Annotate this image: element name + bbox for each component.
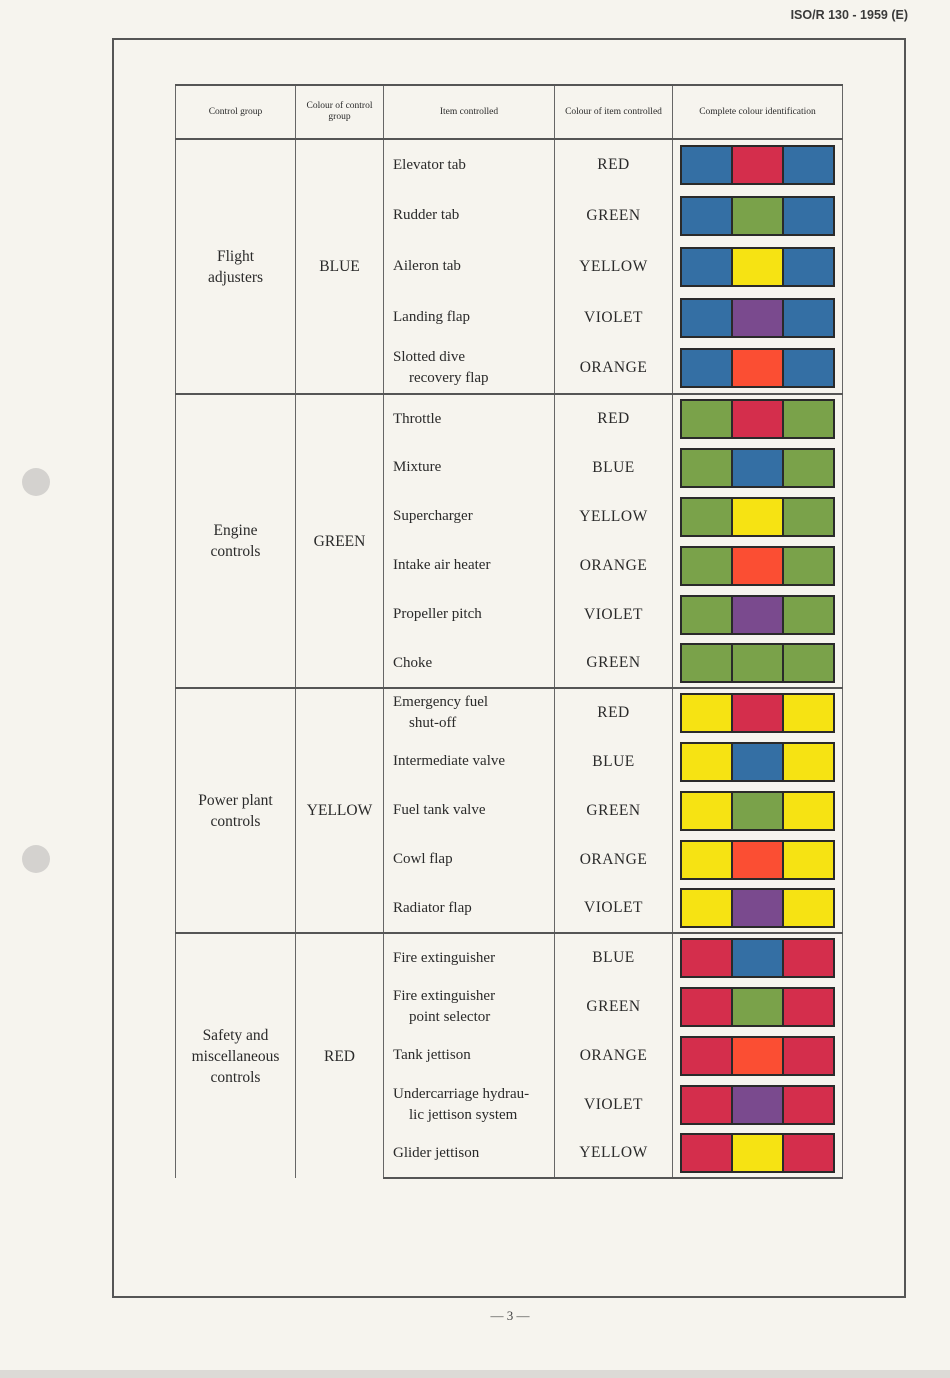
group-colour-swatch [682, 645, 731, 681]
punch-hole [22, 468, 50, 496]
colour-band [680, 693, 835, 733]
colour-band [680, 546, 835, 586]
item-label: Choke [393, 654, 433, 671]
item-controlled [384, 688, 555, 737]
document-reference: ISO/R 130 - 1959 (E) [790, 8, 908, 22]
item-label: Cowl flap [393, 851, 453, 867]
item-colour: BLUE [555, 737, 673, 786]
group-colour-swatch [784, 842, 833, 878]
item-colour-swatch [731, 989, 784, 1025]
complete-colour-identification [673, 1129, 843, 1178]
item-colour-swatch [731, 1038, 784, 1074]
item-label-continuation: shut-off [409, 715, 457, 731]
complete-colour-identification [673, 933, 843, 982]
item-controlled [384, 541, 555, 590]
item-colour-swatch [731, 940, 784, 976]
item-controlled [384, 639, 555, 688]
complete-colour-identification [673, 835, 843, 884]
group-colour-swatch [682, 940, 731, 976]
group-colour-swatch [682, 695, 731, 731]
item-label-continuation: lic jettison system [409, 1106, 518, 1123]
group-colour-swatch [682, 842, 731, 878]
item-controlled [384, 1080, 555, 1129]
complete-colour-identification [673, 688, 843, 737]
item-label: Intake air heater [393, 557, 491, 573]
scan-edge [0, 1370, 950, 1378]
item-label: Emergency fuel [393, 694, 489, 710]
complete-colour-identification [673, 190, 843, 241]
item-colour: BLUE [555, 443, 673, 492]
table-header-row [176, 85, 843, 139]
group-colour-swatch [682, 300, 731, 336]
group-colour-swatch [784, 744, 833, 780]
control-group-name: Flight adjusters [176, 139, 296, 394]
group-colour-swatch [784, 1135, 833, 1171]
group-colour-swatch [682, 198, 731, 234]
group-colour-swatch [784, 1087, 833, 1123]
complete-colour-identification [673, 884, 843, 933]
table-row [176, 933, 843, 982]
item-label: Supercharger [393, 508, 473, 524]
colour-band [680, 643, 835, 683]
control-group-colour: BLUE [296, 139, 384, 394]
group-colour-swatch [784, 350, 833, 386]
group-colour-swatch [682, 147, 731, 183]
item-controlled [384, 737, 555, 786]
group-colour-swatch [682, 1135, 731, 1171]
control-group-colour: GREEN [296, 394, 384, 688]
item-label: Rudder tab [393, 207, 460, 223]
complete-colour-identification [673, 394, 843, 443]
item-label: Mixture [393, 459, 442, 475]
control-group-colour: RED [296, 933, 384, 1178]
item-colour: RED [555, 139, 673, 190]
item-colour-swatch [731, 695, 784, 731]
colour-band [680, 938, 835, 978]
complete-colour-identification [673, 139, 843, 190]
group-colour-swatch [682, 401, 731, 437]
item-label-continuation: recovery flap [409, 370, 489, 386]
item-controlled [384, 933, 555, 982]
item-controlled [384, 343, 555, 394]
group-colour-swatch [784, 989, 833, 1025]
item-colour: VIOLET [555, 292, 673, 343]
item-colour: YELLOW [555, 241, 673, 292]
complete-colour-identification [673, 639, 843, 688]
item-colour-swatch [731, 842, 784, 878]
item-controlled [384, 982, 555, 1031]
item-colour-swatch [731, 350, 784, 386]
item-colour-swatch [731, 1135, 784, 1171]
colour-band [680, 298, 835, 338]
header-control-group: Control group [176, 85, 296, 139]
complete-colour-identification [673, 292, 843, 343]
group-colour-swatch [784, 793, 833, 829]
item-label: Intermediate valve [393, 753, 506, 769]
group-colour-swatch [682, 989, 731, 1025]
complete-colour-identification [673, 443, 843, 492]
item-colour: YELLOW [555, 1129, 673, 1178]
item-colour: GREEN [555, 639, 673, 688]
group-colour-swatch [682, 350, 731, 386]
complete-colour-identification [673, 492, 843, 541]
item-colour-swatch [731, 499, 784, 535]
colour-band [680, 888, 835, 928]
control-group-name: Power plant controls [176, 688, 296, 933]
group-colour-swatch [784, 147, 833, 183]
group-colour-swatch [784, 300, 833, 336]
colour-band [680, 1133, 835, 1173]
item-colour: ORANGE [555, 835, 673, 884]
colour-band [680, 145, 835, 185]
item-colour: ORANGE [555, 343, 673, 394]
item-controlled [384, 190, 555, 241]
colour-band [680, 348, 835, 388]
colour-band [680, 987, 835, 1027]
complete-colour-identification [673, 541, 843, 590]
group-colour-swatch [784, 940, 833, 976]
item-controlled [384, 1031, 555, 1080]
item-label: Elevator tab [393, 156, 466, 173]
group-colour-swatch [682, 450, 731, 486]
group-colour-swatch [784, 198, 833, 234]
item-colour-swatch [731, 401, 784, 437]
item-controlled [384, 241, 555, 292]
item-label: Fire extinguisher [393, 949, 496, 966]
item-label: Tank jettison [393, 1047, 471, 1063]
colour-band [680, 595, 835, 635]
complete-colour-identification [673, 590, 843, 639]
colour-band [680, 840, 835, 880]
group-colour-swatch [784, 890, 833, 926]
table-row [176, 688, 843, 737]
complete-colour-identification [673, 1080, 843, 1129]
colour-band [680, 247, 835, 287]
table-body [176, 139, 843, 1178]
item-controlled [384, 1129, 555, 1178]
item-label: Glider jettison [393, 1144, 480, 1161]
item-controlled [384, 590, 555, 639]
colour-band [680, 742, 835, 782]
item-colour: VIOLET [555, 590, 673, 639]
item-colour: YELLOW [555, 492, 673, 541]
group-colour-swatch [682, 744, 731, 780]
punch-hole [22, 845, 50, 873]
item-label: Aileron tab [393, 258, 461, 274]
item-controlled [384, 786, 555, 835]
group-colour-swatch [682, 597, 731, 633]
colour-band [680, 1036, 835, 1076]
group-colour-swatch [784, 597, 833, 633]
item-colour-swatch [731, 198, 784, 234]
item-colour-swatch [731, 890, 784, 926]
item-colour-swatch [731, 450, 784, 486]
colour-band [680, 791, 835, 831]
item-colour: ORANGE [555, 541, 673, 590]
complete-colour-identification [673, 343, 843, 394]
item-colour: ORANGE [555, 1031, 673, 1080]
item-label: Fire extinguisher [393, 987, 496, 1004]
item-label: Landing flap [393, 309, 471, 325]
colour-identification-table [175, 84, 843, 1179]
item-controlled [384, 139, 555, 190]
page-number: — 3 — [490, 1308, 530, 1323]
item-colour-swatch [731, 249, 784, 285]
header-colour-of-item-controlled: Colour of item controlled [555, 85, 673, 139]
item-label: Throttle [393, 410, 442, 427]
item-colour: VIOLET [555, 884, 673, 933]
complete-colour-identification [673, 982, 843, 1031]
group-colour-swatch [784, 695, 833, 731]
item-colour: GREEN [555, 982, 673, 1031]
item-colour-swatch [731, 147, 784, 183]
group-colour-swatch [784, 499, 833, 535]
item-colour-swatch [731, 1087, 784, 1123]
group-colour-swatch [784, 450, 833, 486]
item-label: Radiator flap [393, 899, 472, 916]
colour-band [680, 448, 835, 488]
control-group-name: Safety and miscellaneous controls [176, 933, 296, 1178]
item-controlled [384, 835, 555, 884]
group-colour-swatch [682, 1087, 731, 1123]
group-colour-swatch [784, 645, 833, 681]
header-item-controlled: Item controlled [384, 85, 555, 139]
item-label: Undercarriage hydrau- [393, 1085, 530, 1102]
group-colour-swatch [784, 548, 833, 584]
complete-colour-identification [673, 786, 843, 835]
group-colour-swatch [682, 249, 731, 285]
control-group-colour: YELLOW [296, 688, 384, 933]
item-colour-swatch [731, 300, 784, 336]
header-colour-of-control-group: Colour of control group [296, 85, 384, 139]
table-row [176, 394, 843, 443]
colour-band [680, 196, 835, 236]
group-colour-swatch [784, 249, 833, 285]
item-colour-swatch [731, 548, 784, 584]
group-colour-swatch [682, 499, 731, 535]
colour-band [680, 1085, 835, 1125]
item-label: Fuel tank valve [393, 802, 486, 818]
header-complete-colour-identification: Complete colour identification [673, 85, 843, 139]
item-colour: RED [555, 688, 673, 737]
colour-band [680, 399, 835, 439]
item-controlled [384, 443, 555, 492]
control-group-name: Engine controls [176, 394, 296, 688]
group-colour-swatch [682, 548, 731, 584]
item-colour: RED [555, 394, 673, 443]
item-colour: BLUE [555, 933, 673, 982]
item-colour: GREEN [555, 786, 673, 835]
complete-colour-identification [673, 737, 843, 786]
group-colour-swatch [682, 793, 731, 829]
item-colour-swatch [731, 645, 784, 681]
colour-band [680, 497, 835, 537]
item-colour-swatch [731, 597, 784, 633]
item-controlled [384, 394, 555, 443]
item-colour-swatch [731, 744, 784, 780]
group-colour-swatch [682, 890, 731, 926]
item-controlled [384, 292, 555, 343]
complete-colour-identification [673, 241, 843, 292]
item-controlled [384, 492, 555, 541]
complete-colour-identification [673, 1031, 843, 1080]
item-colour: VIOLET [555, 1080, 673, 1129]
item-label: Propeller pitch [393, 606, 482, 622]
item-controlled [384, 884, 555, 933]
item-label: Slotted dive [393, 349, 466, 365]
item-label-continuation: point selector [409, 1008, 491, 1025]
item-colour-swatch [731, 793, 784, 829]
group-colour-swatch [682, 1038, 731, 1074]
table-row [176, 139, 843, 190]
item-colour: GREEN [555, 190, 673, 241]
group-colour-swatch [784, 1038, 833, 1074]
group-colour-swatch [784, 401, 833, 437]
